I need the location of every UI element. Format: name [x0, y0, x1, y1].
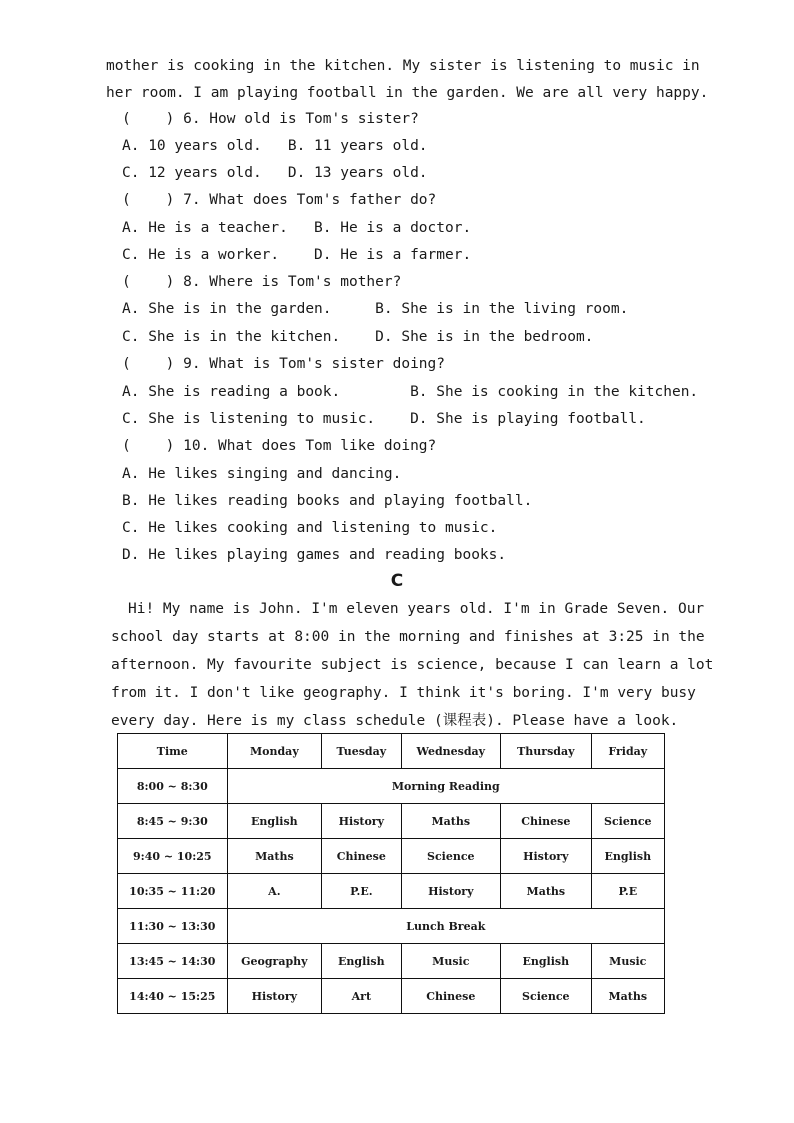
passage-c-line-4: from it. I don't like geography. I think it's boring. I'm very busy — [111, 685, 696, 701]
question-8-options-ab: A. She is in the garden. B. She is in the living room. — [122, 301, 629, 317]
question-10-stem: ( ) 10. What does Tom like doing? — [122, 438, 437, 454]
table-row — [118, 839, 665, 874]
question-8-options-cd: C. She is in the kitchen. D. She is in the bedroom. — [122, 329, 594, 345]
subject-cell: Maths — [501, 874, 591, 909]
table-row — [118, 979, 665, 1014]
table-row — [118, 769, 665, 804]
subject-cell: History — [322, 804, 401, 839]
question-9-stem: ( ) 9. What is Tom's sister doing? — [122, 356, 446, 372]
subject-cell: Art — [322, 979, 401, 1014]
subject-cell: History — [227, 979, 322, 1014]
subject-cell: History — [401, 874, 501, 909]
passage-c-line-5: every day. Here is my class schedule (课程表). Please have a look. — [111, 713, 679, 729]
header-tuesday: Tuesday — [322, 734, 401, 769]
question-10-option-b: B. He likes reading books and playing football. — [122, 493, 533, 509]
table-row — [118, 804, 665, 839]
subject-cell: Music — [401, 944, 501, 979]
subject-cell: Science — [401, 839, 501, 874]
morning-reading-cell: Morning Reading — [227, 769, 664, 804]
class-schedule-table — [117, 733, 665, 1014]
header-time: Time — [118, 734, 228, 769]
table-row — [118, 944, 665, 979]
header-monday: Monday — [227, 734, 322, 769]
subject-cell: Maths — [401, 804, 501, 839]
subject-cell: Chinese — [322, 839, 401, 874]
subject-cell: Chinese — [501, 804, 591, 839]
subject-cell: Maths — [591, 979, 664, 1014]
time-cell: 14:40 ~ 15:25 — [118, 979, 228, 1014]
header-wednesday: Wednesday — [401, 734, 501, 769]
time-cell: 13:45 ~ 14:30 — [118, 944, 228, 979]
question-10-option-d: D. He likes playing games and reading books. — [122, 547, 507, 563]
time-cell: 10:35 ~ 11:20 — [118, 874, 228, 909]
passage-c-line-1: Hi! My name is John. I'm eleven years old. I'm in Grade Seven. Our — [128, 601, 705, 617]
subject-cell: A. — [227, 874, 322, 909]
time-cell: 8:45 ~ 9:30 — [118, 804, 228, 839]
passage-c-line-3: afternoon. My favourite subject is science, because I can learn a lot — [111, 657, 714, 673]
passage-c-line-2: school day starts at 8:00 in the morning and finishes at 3:25 in the — [111, 629, 705, 645]
passage-b-line-1: mother is cooking in the kitchen. My sister is listening to music in — [106, 58, 700, 74]
question-10-option-a: A. He likes singing and dancing. — [122, 466, 402, 482]
subject-cell: Maths — [227, 839, 322, 874]
question-9-options-cd: C. She is listening to music. D. She is playing football. — [122, 411, 646, 427]
question-6-options-ab: A. 10 years old. B. 11 years old. — [122, 138, 428, 154]
subject-cell: Science — [501, 979, 591, 1014]
passage-b-line-2: her room. I am playing football in the garden. We are all very happy. — [106, 85, 709, 101]
question-9-options-ab: A. She is reading a book. B. She is cooking in the kitchen. — [122, 384, 699, 400]
lunch-break-cell: Lunch Break — [227, 909, 664, 944]
question-7-options-ab: A. He is a teacher. B. He is a doctor. — [122, 220, 472, 236]
header-friday: Friday — [591, 734, 664, 769]
subject-cell: English — [322, 944, 401, 979]
question-10-option-c: C. He likes cooking and listening to music. — [122, 520, 498, 536]
table-row — [118, 909, 665, 944]
schedule-header-row — [118, 734, 665, 769]
question-6-stem: ( ) 6. How old is Tom's sister? — [122, 111, 419, 127]
question-8-stem: ( ) 8. Where is Tom's mother? — [122, 274, 402, 290]
subject-cell: Music — [591, 944, 664, 979]
question-7-options-cd: C. He is a worker. D. He is a farmer. — [122, 247, 472, 263]
section-c-heading: C — [390, 571, 404, 591]
header-thursday: Thursday — [501, 734, 591, 769]
subject-cell: Chinese — [401, 979, 501, 1014]
time-cell: 8:00 ~ 8:30 — [118, 769, 228, 804]
question-7-stem: ( ) 7. What does Tom's father do? — [122, 192, 437, 208]
question-6-options-cd: C. 12 years old. D. 13 years old. — [122, 165, 428, 181]
subject-cell: Science — [591, 804, 664, 839]
time-cell: 11:30 ~ 13:30 — [118, 909, 228, 944]
subject-cell: English — [591, 839, 664, 874]
subject-cell: P.E. — [322, 874, 401, 909]
subject-cell: English — [501, 944, 591, 979]
subject-cell: Geography — [227, 944, 322, 979]
table-row — [118, 874, 665, 909]
subject-cell: P.E — [591, 874, 664, 909]
subject-cell: English — [227, 804, 322, 839]
subject-cell: History — [501, 839, 591, 874]
time-cell: 9:40 ~ 10:25 — [118, 839, 228, 874]
